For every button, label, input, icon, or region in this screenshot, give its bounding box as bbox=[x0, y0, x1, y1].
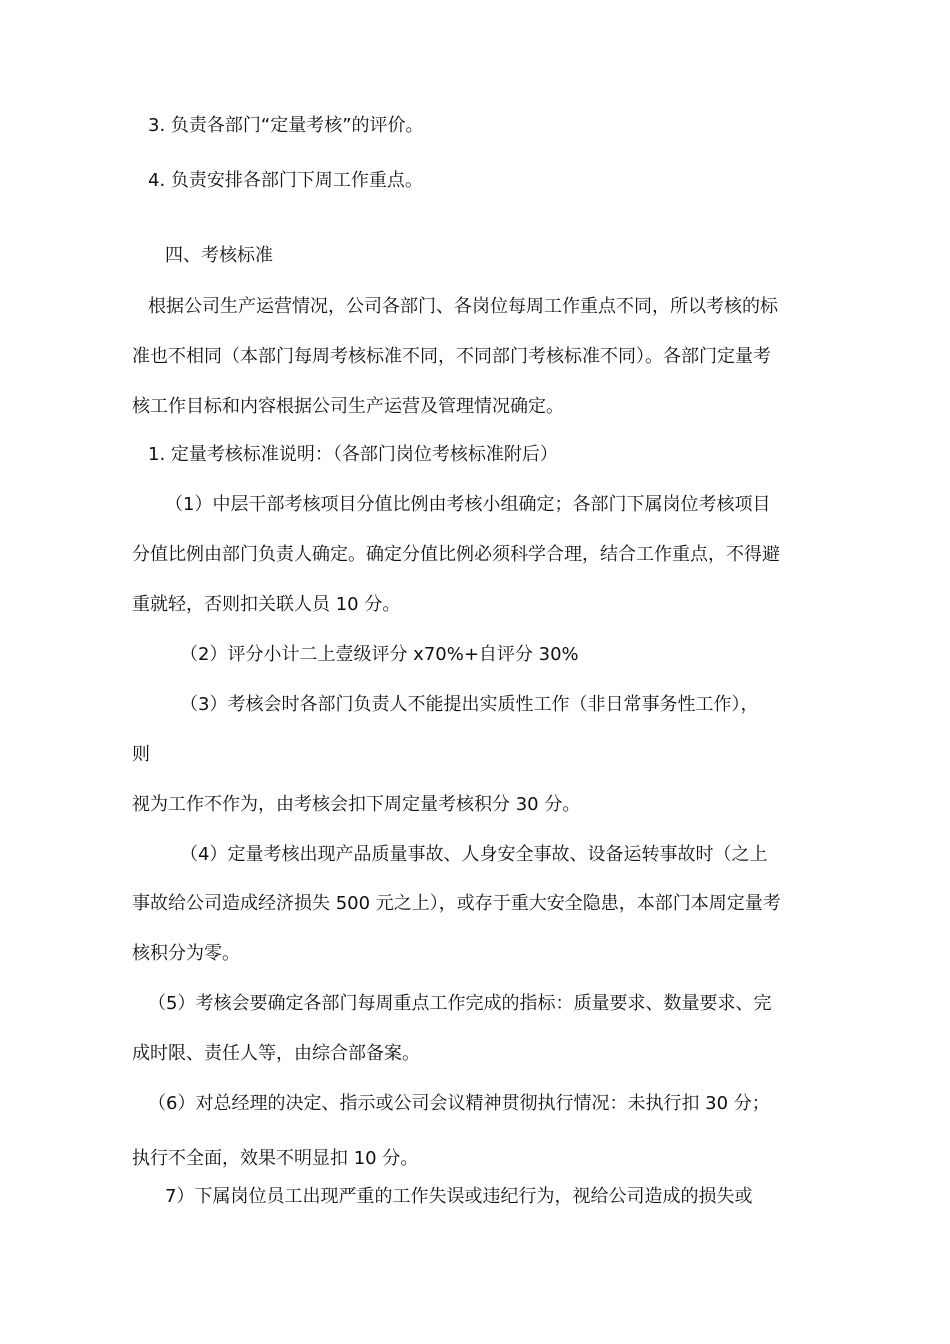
text-line-10: 重就轻，否则扣关联人员 10 分。 bbox=[132, 594, 401, 615]
text-line-13: 则 bbox=[132, 744, 150, 765]
text-line-12: （3）考核会时各部门负责人不能提出实质性工作（非日常事务性工作）， bbox=[180, 694, 759, 715]
text-line-5: 准也不相同（本部门每周考核标准不同，不同部门考核标准不同）。各部门定量考 bbox=[132, 346, 771, 367]
text-line-17: 核积分为零。 bbox=[132, 943, 240, 964]
text-line-1: 3. 负责各部门“定量考核”的评价。 bbox=[148, 115, 424, 136]
text-line-2: 4. 负责安排各部门下周工作重点。 bbox=[148, 170, 423, 191]
text-line-15: （4）定量考核出现产品质量事故、人身安全事故、设备运转事故时（之上 bbox=[180, 844, 768, 865]
text-line-4: 根据公司生产运营情况，公司各部门、各岗位每周工作重点不同，所以考核的标 bbox=[148, 296, 778, 317]
text-line-9: 分值比例由部门负责人确定。确定分值比例必须科学合理，结合工作重点，不得避 bbox=[132, 544, 780, 565]
text-line-11: （2）评分小计二上壹级评分 x70%+自评分 30% bbox=[180, 644, 579, 665]
text-line-20: （6）对总经理的决定、指示或公司会议精神贯彻执行情况：未执行扣 30 分； bbox=[148, 1093, 770, 1114]
section-heading: 四、考核标准 bbox=[165, 245, 273, 266]
text-line-22: 7）下属岗位员工出现严重的工作失误或违纪行为，视给公司造成的损失或 bbox=[165, 1186, 753, 1207]
text-line-8: （1）中层干部考核项目分值比例由考核小组确定；各部门下属岗位考核项目 bbox=[165, 494, 771, 515]
text-line-21: 执行不全面，效果不明显扣 10 分。 bbox=[132, 1148, 419, 1169]
text-line-16: 事故给公司造成经济损失 500 元之上），或存于重大安全隐患，本部门本周定量考 bbox=[132, 893, 781, 914]
text-line-6: 核工作目标和内容根据公司生产运营及管理情况确定。 bbox=[132, 396, 564, 417]
text-line-7: 1. 定量考核标准说明：（各部门岗位考核标准附后） bbox=[148, 444, 558, 465]
text-line-18: （5）考核会要确定各部门每周重点工作完成的指标：质量要求、数量要求、完 bbox=[148, 993, 772, 1014]
text-line-14: 视为工作不作为，由考核会扣下周定量考核积分 30 分。 bbox=[132, 794, 581, 815]
text-line-19: 成时限、责任人等，由综合部备案。 bbox=[132, 1043, 420, 1064]
